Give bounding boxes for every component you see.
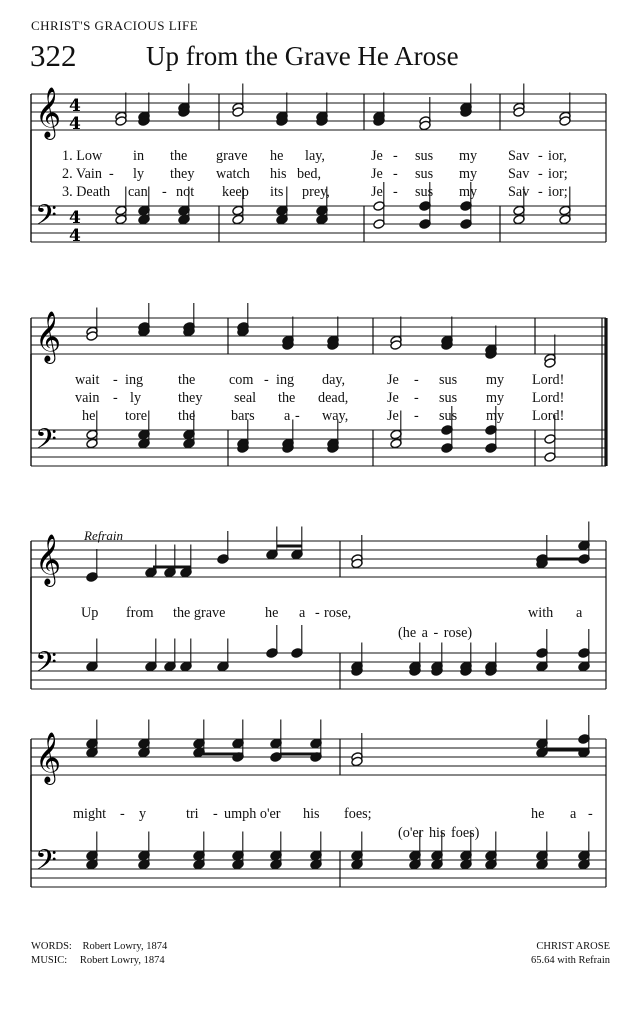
lyric: 2. Vain	[62, 166, 102, 182]
lyric: he	[265, 605, 279, 621]
lyric: sus	[415, 184, 434, 200]
music-label: MUSIC:	[31, 955, 68, 966]
lyric: -	[393, 166, 398, 182]
lyric: foes;	[344, 806, 372, 822]
lyric: my	[459, 166, 478, 182]
lyric: day,	[322, 372, 346, 388]
lyric: ly	[130, 390, 142, 406]
lyric: a	[299, 605, 306, 621]
lyric: -	[120, 806, 125, 822]
lyric: tri	[186, 806, 199, 822]
section-heading: CHRIST'S GRACIOUS LIFE	[31, 18, 199, 33]
refrain-label: Refrain	[84, 528, 123, 543]
lyric: -	[213, 806, 218, 822]
words-credit	[31, 940, 167, 953]
lyric: -	[264, 372, 269, 388]
lyric: -	[538, 184, 543, 200]
lyric: -	[315, 605, 320, 621]
lyric: my	[486, 372, 505, 388]
lyric: Je	[387, 390, 399, 406]
lyric: ing	[276, 372, 295, 388]
lyric: Sav	[508, 184, 530, 200]
lyric: the	[170, 148, 188, 164]
music-credit	[31, 954, 165, 967]
bass-clef: 𝄢	[35, 199, 57, 239]
lyric: Je	[371, 184, 383, 200]
lyric-echo: (he a - rose)	[398, 625, 473, 641]
lyric: might	[73, 806, 107, 822]
lyric: y	[139, 806, 147, 822]
lyric: a	[570, 806, 577, 822]
lyric: tore	[125, 408, 148, 424]
lyric: sus	[439, 408, 458, 424]
time-signature: 4	[69, 114, 81, 134]
lyric: he	[82, 408, 96, 424]
lyric: sus	[415, 148, 434, 164]
lyric: ior,	[548, 148, 567, 164]
hymn-title: Up from the Grave He Arose	[146, 41, 459, 71]
lyric: they	[178, 390, 203, 406]
lyric: -	[295, 408, 300, 424]
tune-name: CHRIST AROSE	[536, 941, 610, 952]
lyric: the	[178, 408, 196, 424]
lyric: ly	[133, 166, 145, 182]
lyric: Je	[387, 408, 399, 424]
lyric: Je	[371, 148, 383, 164]
treble-clef: 𝄞	[35, 534, 62, 585]
lyric: vain	[75, 390, 100, 406]
lyric: watch	[216, 166, 250, 182]
lyric: dead,	[318, 390, 349, 406]
lyric: -	[393, 148, 398, 164]
lyric: the	[178, 372, 196, 388]
lyric: seal	[234, 390, 257, 406]
lyric: way,	[322, 408, 349, 424]
lyric: -	[393, 184, 398, 200]
lyric: rose,	[324, 605, 352, 621]
time-signature: 4	[69, 96, 81, 116]
lyric: -	[113, 372, 118, 388]
lyric: the grave	[173, 605, 226, 621]
lyric: my	[459, 148, 478, 164]
words-label: WORDS:	[31, 941, 72, 952]
lyric: my	[486, 390, 505, 406]
lyric: Je	[387, 372, 399, 388]
lyric: sus	[439, 390, 458, 406]
lyric: sus	[439, 372, 458, 388]
meter: 65.64 with Refrain	[530, 955, 610, 966]
lyric: -	[414, 390, 419, 406]
lyric: he	[531, 806, 545, 822]
time-signature: 4	[69, 208, 81, 228]
lyric: his	[303, 806, 320, 822]
lyric: wait	[75, 372, 100, 388]
lyric: Up	[81, 605, 99, 621]
lyric: a	[576, 605, 583, 621]
lyric: his	[270, 166, 287, 182]
lyric: 3. Death	[62, 184, 111, 200]
lyric: grave	[216, 148, 248, 164]
lyric: Sav	[508, 166, 530, 182]
lyric: the	[278, 390, 296, 406]
lyric: com	[229, 372, 254, 388]
lyric: -	[162, 184, 167, 200]
lyric: lay,	[305, 148, 325, 164]
lyric: -	[414, 408, 419, 424]
lyric: can	[128, 184, 148, 200]
lyric: Lord!	[532, 372, 565, 388]
bass-clef: 𝄢	[35, 423, 57, 463]
lyric: Lord!	[532, 390, 565, 406]
treble-clef: 𝄞	[35, 87, 62, 138]
lyric: he	[270, 148, 284, 164]
lyric: umph o'er	[224, 806, 281, 822]
lyric: 1. Low	[62, 148, 103, 164]
lyric: a	[284, 408, 291, 424]
lyric: Sav	[508, 148, 530, 164]
lyric: ing	[125, 372, 144, 388]
hymn-number: 322	[30, 38, 77, 73]
lyric: they	[170, 166, 195, 182]
words-author: Robert Lowry, 1874	[82, 941, 168, 952]
lyric: my	[459, 184, 478, 200]
time-signature: 4	[69, 226, 81, 246]
lyric: prey,	[302, 184, 330, 200]
lyric: with	[528, 605, 554, 621]
lyric: not	[176, 184, 195, 200]
lyric: Lord!	[532, 408, 565, 424]
lyric: -	[414, 372, 419, 388]
bass-clef: 𝄢	[35, 646, 57, 686]
music-author: Robert Lowry, 1874	[79, 955, 165, 966]
lyric: Je	[371, 166, 383, 182]
lyric: -	[538, 166, 543, 182]
lyric: ior;	[548, 166, 568, 182]
treble-clef: 𝄞	[35, 732, 62, 783]
lyric: -	[588, 806, 593, 822]
lyric: my	[486, 408, 505, 424]
lyric-echo: (o'er his foes)	[398, 825, 480, 841]
lyric: bars	[231, 408, 255, 424]
lyric: keep	[222, 184, 249, 200]
bass-clef: 𝄢	[35, 844, 57, 884]
lyric: its	[270, 184, 284, 200]
lyric: sus	[415, 166, 434, 182]
lyric: -	[113, 390, 118, 406]
lyric: from	[126, 605, 154, 621]
lyric: ior;	[548, 184, 568, 200]
lyric: -	[538, 148, 543, 164]
lyric: in	[133, 148, 145, 164]
lyric: -	[109, 166, 114, 182]
treble-clef: 𝄞	[35, 311, 62, 362]
lyric: bed,	[297, 166, 322, 182]
